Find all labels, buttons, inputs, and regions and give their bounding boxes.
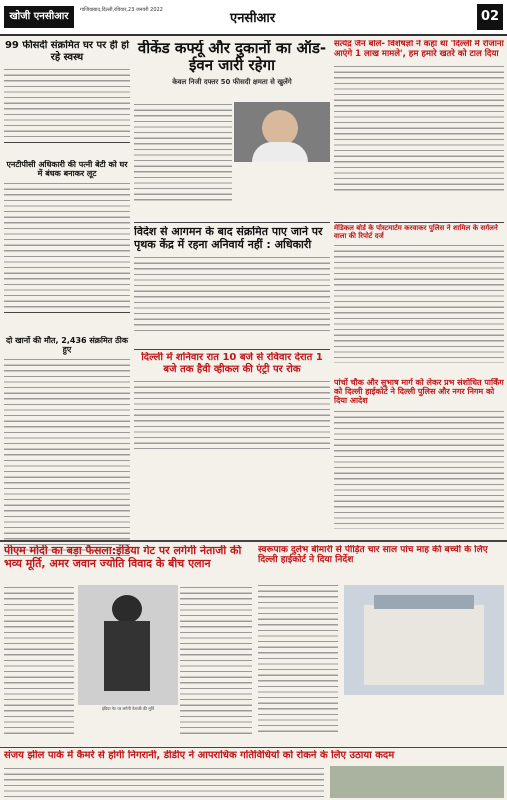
story-covid-deaths [4, 336, 130, 566]
page-number: 02 [477, 4, 503, 30]
body-text [258, 583, 338, 733]
body-text [134, 379, 330, 449]
headline: स्वरूपाक दुर्लभ बीमारी से पीड़ित चार साल पांच माह की बच्ची के लिए दिल्ली हाईकोर्ट ने दिया निर्देश [258, 545, 488, 566]
story-foreign-arrivals [134, 226, 330, 346]
story-ntpc [4, 160, 130, 310]
body-text [134, 255, 330, 335]
statue-photo [78, 585, 178, 705]
dateline: गाजियाबाद,दिल्ली,रविवार,23 जनवरी 2022 [80, 7, 163, 13]
headline: मेडिकल बोर्ड के पोस्टमार्टम करवाकर पुलिस ने शामिल के सर्गलने वाला की रिपोर्ट दर्ज [334, 224, 498, 241]
body-text [4, 766, 324, 798]
headline: विदेश से आगमन के बाद संक्रमित पाए जाने पर पृथक केंद्र में रहना अनिवार्य नहीं : अधिकारी [134, 226, 323, 251]
masthead [0, 0, 507, 36]
headline: वीकेंड कर्फ्यू और दुकानों का ऑड-ईवन जारी रहेगा [137, 40, 327, 75]
section-title: एनसीआर [230, 11, 276, 26]
headline: पांचों चौक और सुभाष मार्ग को लेकर प्रभ संशोधित पार्किंग को दिल्ली हाईकोर्ट ने दिल्ली पुलिस और नगर निगम को दिया आदेश [334, 378, 504, 406]
headline: संजय झील पार्क में कैमरे से होगी निगरानी, डीडीए ने आपराधिक गतिविधियों को रोकने के लिए उठाया कदम [4, 750, 395, 761]
court-building-photo [344, 585, 504, 695]
lake-park-photo [330, 766, 504, 798]
headline: एनटीपीसी अधिकारी की पत्नी बेटी को घर में बंधक बनाकर लूट [6, 160, 128, 179]
body-text [134, 102, 232, 202]
story-heavy-vehicles [134, 352, 330, 462]
headline: पीएम मोदी का बड़ा फैसला:इंडिया गेट पर लगेगी नेताजी की भव्य मूर्ति, अमर जवान ज्योति विवाद के बीच एलान [4, 545, 242, 570]
story-postmortem [334, 224, 504, 374]
newspaper-logo: खोजी एनसीआर [4, 6, 74, 28]
body-text [4, 357, 130, 557]
body-text [334, 64, 504, 194]
story-99-percent [4, 40, 130, 140]
cm-portrait-photo [234, 102, 330, 162]
body-text [334, 243, 504, 363]
body-text [4, 585, 74, 735]
headline: दिल्ली में शनिवार रात 10 बजे से रविवार देरात 1 बजे तक हैवी व्हीकल की एंट्री पर रोक [141, 352, 323, 375]
body-text [4, 181, 130, 310]
body-text-2 [180, 585, 252, 735]
headline: 99 फीसदी संक्रमित घर पर ही हो रहे स्वस्थ [4, 40, 130, 63]
story-satyendar-jain [334, 40, 504, 220]
headline: सत्येंद्र जैन बोले- विशेषज्ञों ने कहा था 'दिल्ली में रोजाना आएंगे 1 लाख मामले', हम हमारे खतरे को टाल दिया [334, 40, 504, 59]
body-text [334, 409, 504, 529]
subheadline: केवल निजी दफ्तर 50 फीसदी क्षमता से खुलेंगे [172, 77, 292, 86]
story-parking-hc [334, 378, 504, 538]
photo-caption: इंडिया गेट पर लगेगी नेताजी की मूर्ति [102, 706, 154, 711]
body-text [4, 67, 130, 137]
headline: दो खानों की मौत, 2,436 संक्रमित ठीक हुए [6, 336, 128, 355]
